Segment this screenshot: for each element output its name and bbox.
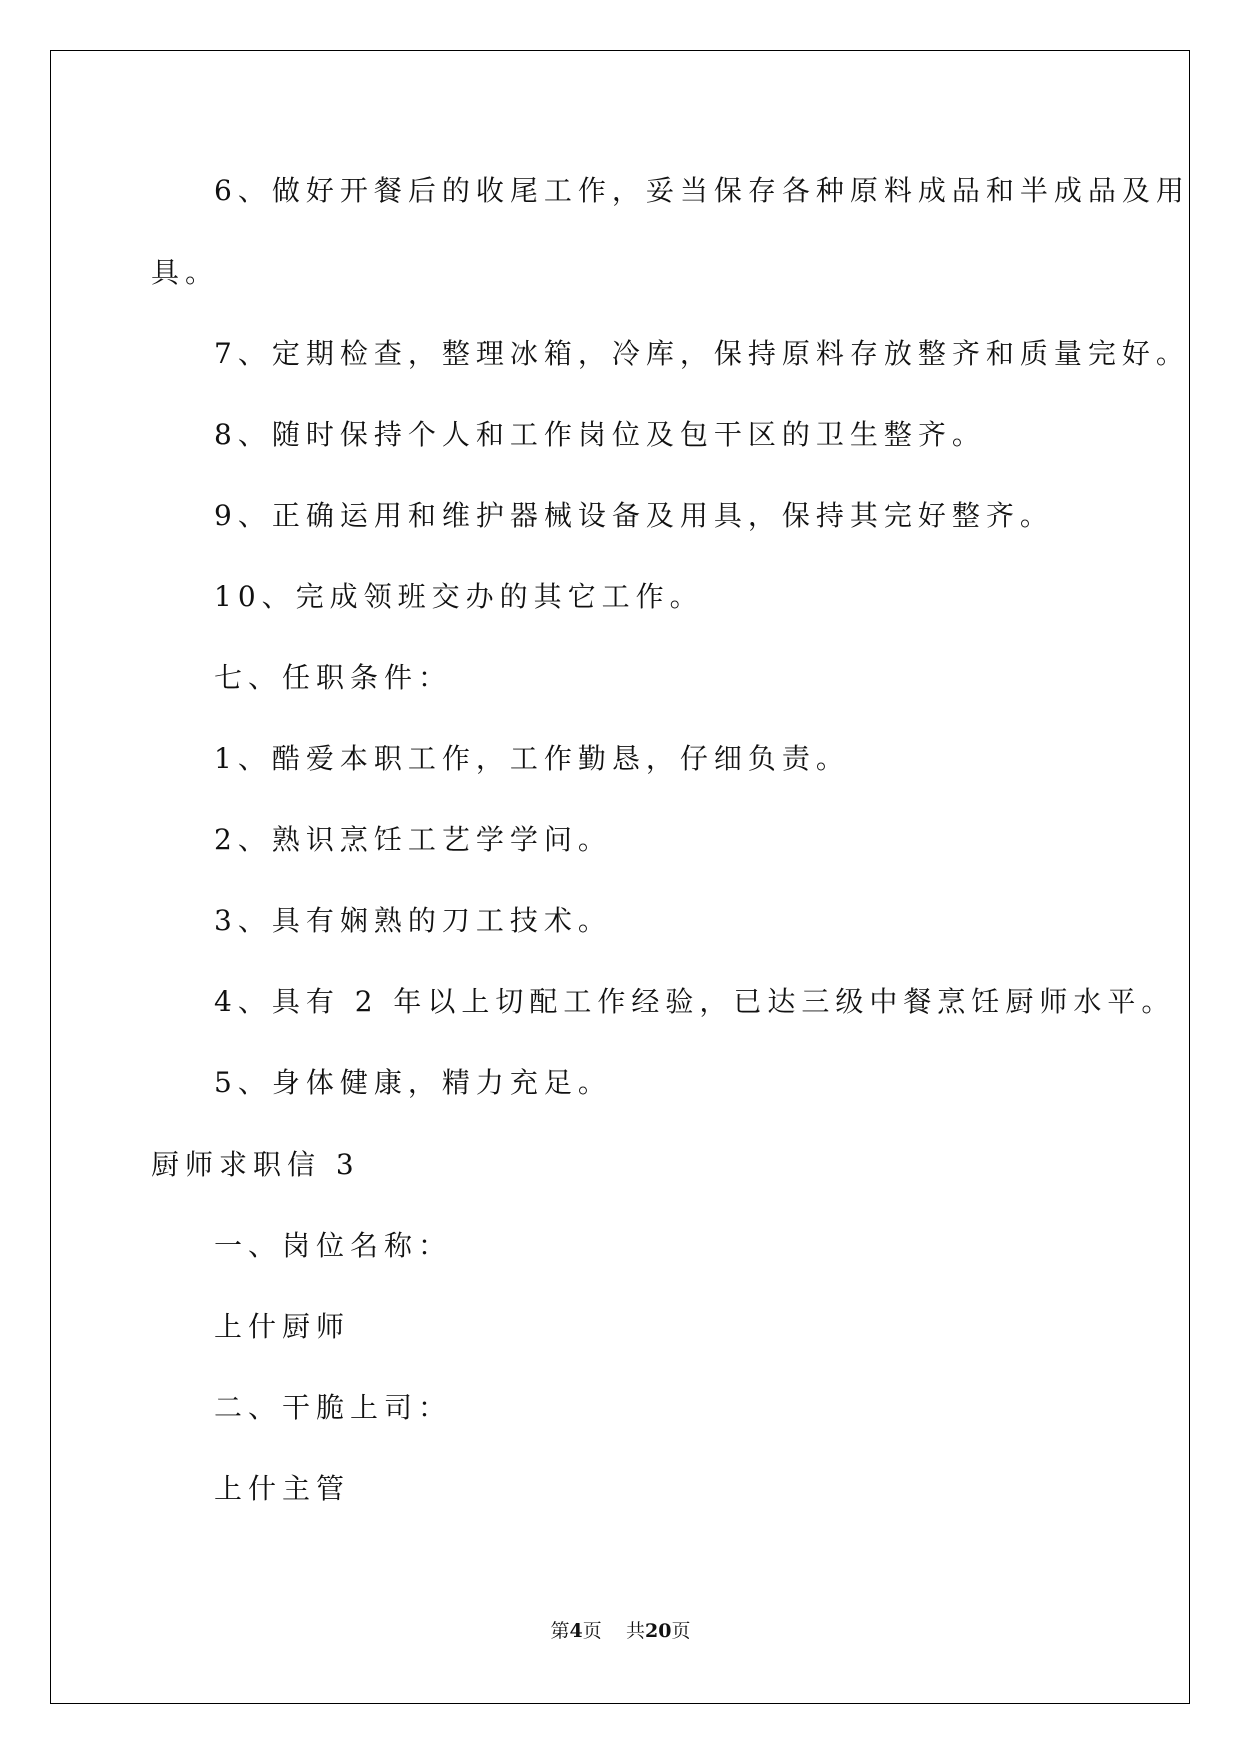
total-pages-number: 20: [644, 1620, 672, 1642]
paragraph-7: 7、定期检查，整理冰箱，冷库，保持原料存放整齐和质量完好。: [214, 337, 1190, 370]
qualification-5: 5、身体健康，精力充足。: [214, 1066, 612, 1099]
letter-title: 厨师求职信 3: [151, 1148, 360, 1181]
qualification-1: 1、酷爱本职工作，工作勤恳，仔细负责。: [214, 742, 850, 775]
section-heading-supervisor: 二、干脆上司：: [214, 1391, 453, 1424]
section-heading-position-name: 一、岗位名称：: [214, 1229, 453, 1262]
current-page-number: 4: [569, 1620, 583, 1642]
paragraph-10: 10、完成领班交办的其它工作。: [214, 580, 704, 613]
paragraph-8: 8、随时保持个人和工作岗位及包干区的卫生整齐。: [214, 418, 986, 451]
paragraph-6: 6、做好开餐后的收尾工作，妥当保存各种原料成品和半成品及用: [214, 174, 1190, 207]
page-footer: [0, 1616, 1241, 1643]
footer-total-unit: 页: [671, 1620, 691, 1642]
section-heading-qualifications: 七、任职条件：: [214, 661, 453, 694]
page-border: [50, 50, 1190, 1704]
qualification-2: 2、熟识烹饪工艺学学问。: [214, 823, 612, 856]
qualification-4: 4、具有 2 年以上切配工作经验，已达三级中餐烹饪厨师水平。: [214, 985, 1176, 1018]
supervisor: 上什主管: [214, 1472, 351, 1505]
qualification-3: 3、具有娴熟的刀工技术。: [214, 904, 612, 937]
footer-page-unit: 页: [582, 1620, 602, 1642]
paragraph-9: 9、正确运用和维护器械设备及用具，保持其完好整齐。: [214, 499, 1054, 532]
paragraph-6-continued: 具。: [151, 256, 220, 289]
footer-total-prefix: 共: [625, 1620, 645, 1642]
position-name: 上什厨师: [214, 1310, 351, 1343]
footer-prefix: 第: [550, 1620, 570, 1642]
